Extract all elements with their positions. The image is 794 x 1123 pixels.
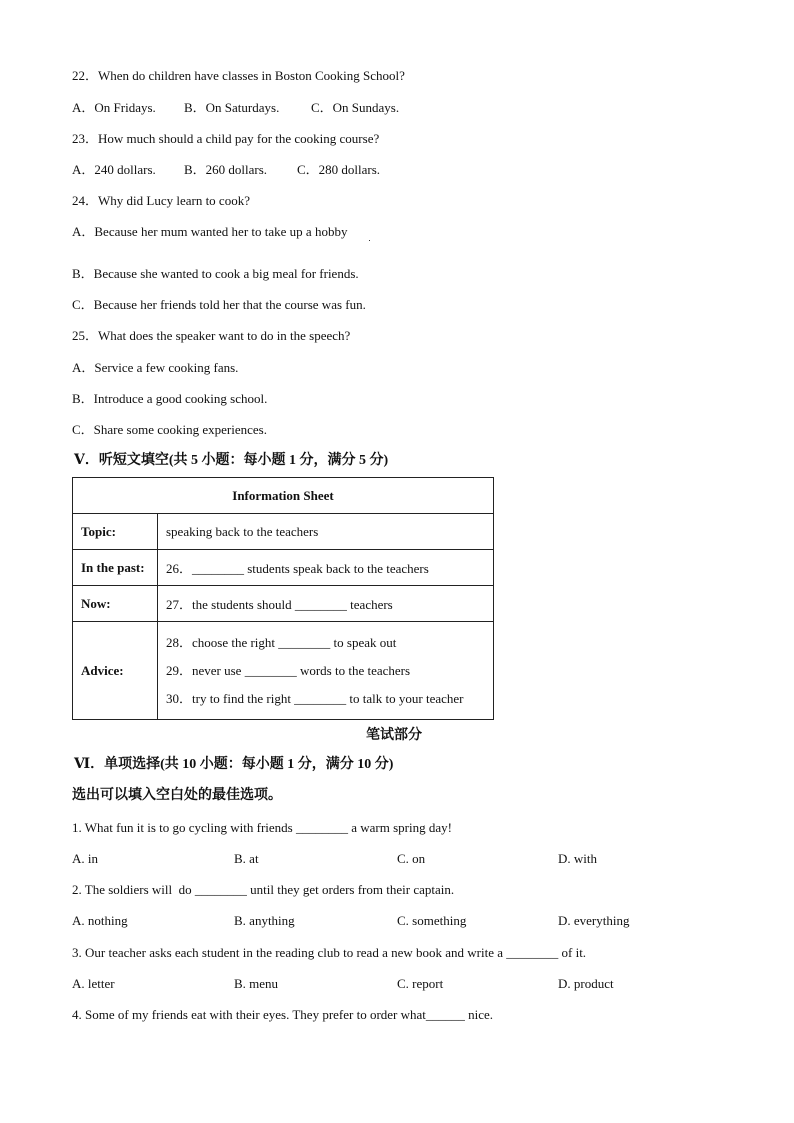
information-sheet-table [72, 477, 494, 720]
advice-values [158, 622, 494, 720]
q24-option-c: C．Because her friends told her that the course was fun. [72, 297, 366, 312]
now-value: 27．the students should ________ teachers [158, 586, 494, 622]
mc-q2-option-a: A. nothing [72, 913, 128, 928]
q22-option-c: C．On Sundays. [311, 100, 400, 115]
topic-value: speaking back to the teachers [158, 514, 494, 550]
mc-question-3-stem: 3. Our teacher asks each student in the reading club to read a new book and write a ________ of it. [72, 945, 587, 960]
advice-item-28: 28．choose the right ________ to speak out [166, 634, 397, 650]
mc-question-4-stem: 4. Some of my friends eat with their eyes. They prefer to order what______ nice. [72, 1007, 494, 1022]
past-label: In the past: [73, 550, 158, 586]
q24-option-a: A．Because her mum wanted her to take up a hobby [72, 224, 348, 239]
q23-option-c: C．280 dollars. [297, 162, 381, 177]
mc-q1-option-b: B. at [234, 851, 259, 866]
q23-option-b: B．260 dollars. [184, 162, 268, 177]
question-23-stem: 23．How much should a child pay for the cooking course? [72, 131, 380, 146]
topic-label: Topic: [73, 514, 158, 550]
mc-q1-option-c: C. on [397, 851, 426, 866]
question-25-stem: 25．What does the speaker want to do in the speech? [72, 328, 351, 343]
advice-item-30: 30．try to find the right ________ to talk to your teacher [166, 690, 464, 706]
mc-q1-option-d: D. with [558, 851, 597, 866]
table-heading: Information Sheet [73, 478, 494, 514]
q22-option-a: A．On Fridays. [72, 100, 156, 115]
section-5-title: Ⅴ．听短文填空(共 5 小题：每小题 1 分，满分 5 分) [74, 453, 389, 468]
mc-q3-option-b: B. menu [234, 976, 279, 991]
mc-q3-option-a: A. letter [72, 976, 115, 991]
past-value: 26．________ students speak back to the teachers [158, 550, 494, 586]
q25-option-a: A．Service a few cooking fans. [72, 360, 239, 375]
mc-q3-option-d: D. product [558, 976, 614, 991]
mc-q3-option-c: C. report [397, 976, 444, 991]
section-6-title: Ⅵ．单项选择(共 10 小题：每小题 1 分，满分 10 分) [74, 757, 394, 772]
mc-question-1-stem: 1. What fun it is to go cycling with friends ________ a warm spring day! [72, 820, 452, 835]
section-6-instruction: 选出可以填入空白处的最佳选项。 [72, 788, 282, 803]
q25-option-c: C．Share some cooking experiences. [72, 422, 267, 437]
q25-option-b: B．Introduce a good cooking school. [72, 391, 268, 406]
advice-item-29: 29．never use ________ words to the teachers [166, 662, 411, 678]
question-22-stem: 22．When do children have classes in Boston Cooking School? [72, 68, 405, 83]
written-part-heading: 笔试部分 [366, 728, 422, 743]
stray-dot [369, 240, 370, 241]
now-label: Now: [73, 586, 158, 622]
mc-q2-option-b: B. anything [234, 913, 295, 928]
q23-option-a: A．240 dollars. [72, 162, 156, 177]
mc-q2-option-c: C. something [397, 913, 467, 928]
q24-option-b: B．Because she wanted to cook a big meal for friends. [72, 266, 359, 281]
mc-q2-option-d: D. everything [558, 913, 630, 928]
mc-question-2-stem: 2. The soldiers will do ________ until they get orders from their captain. [72, 882, 455, 897]
q22-option-b: B．On Saturdays. [184, 100, 280, 115]
question-24-stem: 24．Why did Lucy learn to cook? [72, 193, 250, 208]
mc-q1-option-a: A. in [72, 851, 98, 866]
advice-label: Advice: [73, 622, 158, 720]
